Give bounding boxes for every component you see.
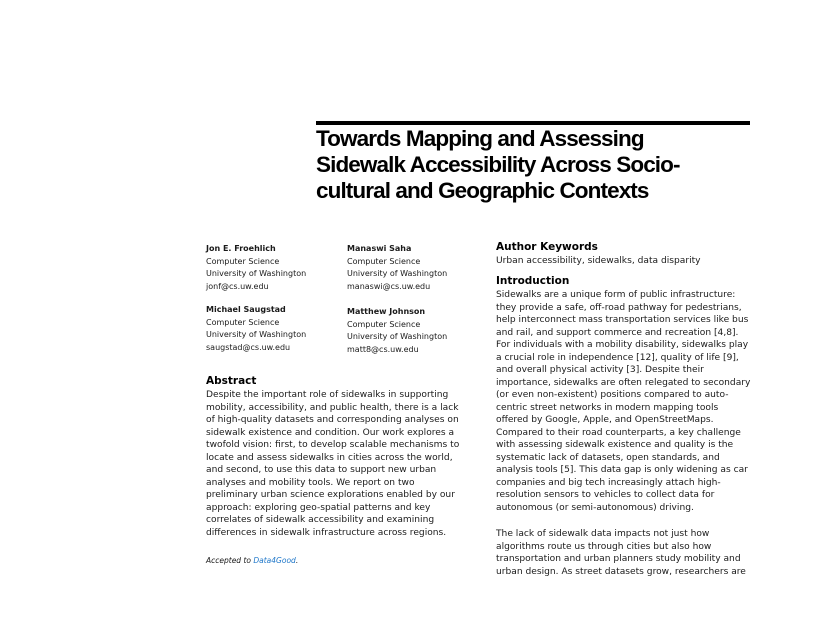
title-rule xyxy=(316,121,750,125)
intro-line: Compared to their road counterparts, a key challenge xyxy=(496,427,741,438)
intro-line: The lack of sidewalk data impacts not just how xyxy=(496,529,710,539)
abstract-line: correlates of sidewalk accessibility and examining xyxy=(206,515,435,525)
intro-line: analysis tools [5]. This data gap is only widening as car xyxy=(496,465,748,475)
author-name: Matthew Johnson xyxy=(347,307,426,316)
abstract-body xyxy=(206,389,459,539)
intro-line: offered by Google, Apple, and OpenStreetMaps. xyxy=(496,415,714,425)
intro-line: help interconnect mass transportation services like bus xyxy=(496,315,749,325)
intro-line: with assessing sidewalk existence and quality is the xyxy=(496,440,734,450)
keywords-text xyxy=(496,255,701,268)
author-name: Jon E. Froehlich xyxy=(206,244,276,253)
author-name: Michael Saugstad xyxy=(206,305,286,314)
intro-line: algorithms route us through cities but also how xyxy=(496,541,712,552)
author-dept: Computer Science xyxy=(206,317,280,327)
title-line: cultural and Geographic Contexts xyxy=(316,178,649,203)
title-line: Towards Mapping and Assessing xyxy=(316,126,644,151)
abstract-line: analyses and mobility tools. We report on two xyxy=(206,477,415,488)
intro-line: a crucial role in independence [12], quality of life [9], xyxy=(496,352,739,363)
intro-line: and rail, and support commerce and recreation [4,8]. xyxy=(496,327,739,338)
author-univ: University of Washington xyxy=(206,269,307,278)
title-line: Sidewalk Accessibility Across Socio- xyxy=(316,152,680,177)
intro-line: Sidewalks are a unique form of public infrastructure: xyxy=(496,290,736,300)
author-dept: Computer Science xyxy=(347,256,421,266)
venue-link[interactable]: Data4Good xyxy=(253,556,296,565)
author-block xyxy=(347,306,447,356)
keywords-heading: Author Keywords xyxy=(496,241,598,253)
introduction-para-1 xyxy=(496,289,750,514)
intro-line: For individuals with a mobility disability, sidewalks play xyxy=(496,340,749,350)
author-email: matt8@cs.uw.edu xyxy=(347,344,419,354)
author-dept: Computer Science xyxy=(206,256,280,266)
author-email: saugstad@cs.uw.edu xyxy=(206,342,291,352)
author-block xyxy=(347,243,447,293)
paper-title xyxy=(316,126,756,204)
abstract-line: differences in sidewalk infrastructure across regions. xyxy=(206,527,447,538)
intro-line: systematic lack of datasets, open standards, and xyxy=(496,452,720,463)
author-univ: University of Washington xyxy=(347,332,448,341)
abstract-line: approach: exploring geo-spatial patterns and key xyxy=(206,502,431,513)
accepted-prefix: Accepted to xyxy=(206,556,254,565)
intro-line: transportation and urban planners study mobility and xyxy=(496,554,741,564)
abstract-line: locate and assess sidewalks in cities across the world, xyxy=(206,452,453,463)
intro-line: resolution sensors to vehicles to collect data for xyxy=(496,490,715,500)
abstract-line: Despite the important role of sidewalks in supporting xyxy=(206,390,449,400)
keywords-line: Urban accessibility, sidewalks, data disparity xyxy=(496,256,701,266)
accepted-suffix: . xyxy=(295,556,299,565)
abstract-heading: Abstract xyxy=(206,375,257,387)
intro-line: urban design. As street datasets grow, researchers are xyxy=(496,566,746,577)
author-email: jonf@cs.uw.edu xyxy=(206,281,269,291)
introduction-heading: Introduction xyxy=(496,275,570,287)
intro-line: importance, sidewalks are often relegated to secondary xyxy=(496,377,751,388)
abstract-line: preliminary urban science explorations enabled by our xyxy=(206,490,455,500)
intro-line: and overall physical activity [3]. Despite their xyxy=(496,365,704,375)
intro-line: centric street networks in modern mapping tools xyxy=(496,402,719,413)
abstract-line: mobility, accessibility, and public health, there is a lack xyxy=(206,402,459,413)
intro-line: (or even non-existent) positions compared to auto- xyxy=(496,390,729,400)
intro-line: autonomous (or semi-autonomous) driving. xyxy=(496,502,694,513)
accepted-note xyxy=(206,556,298,565)
author-dept: Computer Science xyxy=(347,319,421,329)
abstract-line: sidewalk existence and condition. Our work explores a xyxy=(206,427,455,438)
abstract-line: and second, to use this data to support new urban xyxy=(206,465,437,475)
author-name: Manaswi Saha xyxy=(347,244,412,253)
author-univ: University of Washington xyxy=(347,269,448,278)
intro-line: they provide a safe, off-road pathway for pedestrians, xyxy=(496,302,742,313)
introduction-para-2 xyxy=(496,528,746,578)
author-block xyxy=(206,243,306,293)
author-univ: University of Washington xyxy=(206,330,307,339)
abstract-line: of high-quality datasets and corresponding analyses on xyxy=(206,415,459,425)
author-email: manaswi@cs.uw.edu xyxy=(347,281,431,291)
author-block xyxy=(206,304,306,354)
intro-line: companies and big tech increasingly attach high- xyxy=(496,477,721,488)
abstract-line: twofold vision: first, to develop scalable mechanisms to xyxy=(206,440,460,450)
